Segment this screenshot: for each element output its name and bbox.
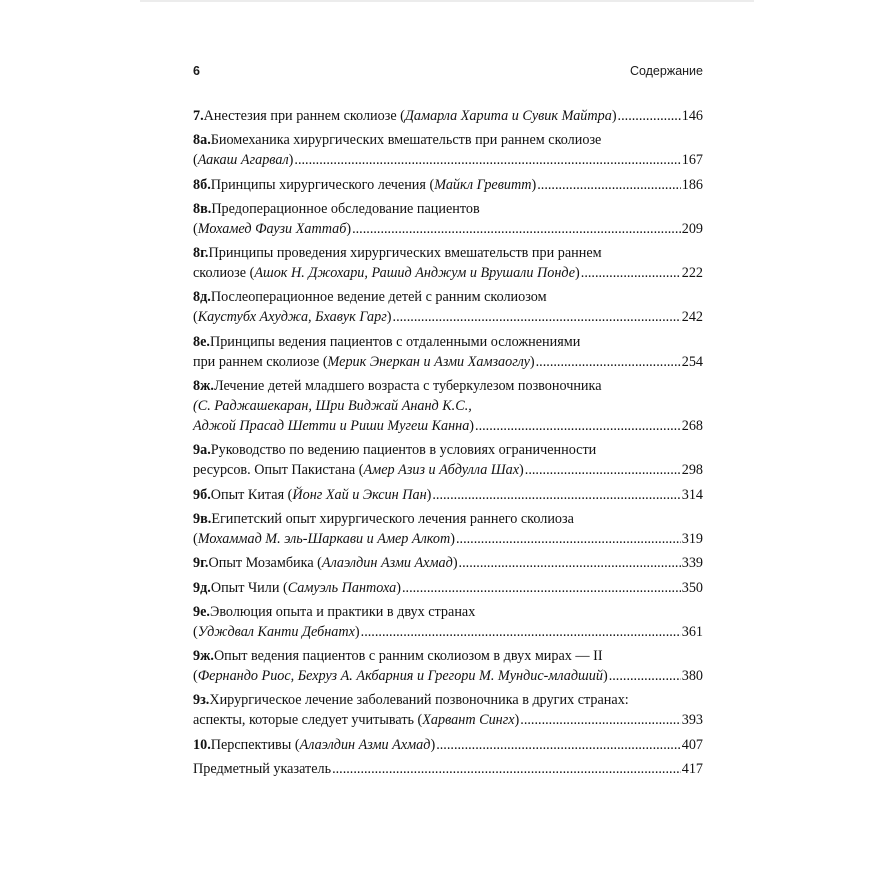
chapter-authors: Мерик Энеркан и Азми Хамзаоглу bbox=[327, 353, 530, 370]
page-ref: 339 bbox=[681, 555, 703, 572]
chapter-title: Предметный указатель bbox=[193, 761, 332, 778]
chapter-title: Предоперационное обследование пациентов bbox=[211, 200, 480, 217]
toc-entry[interactable] bbox=[193, 690, 703, 730]
chapter-number: 8г. bbox=[193, 245, 209, 262]
running-header bbox=[193, 64, 703, 84]
dot-leader bbox=[520, 710, 680, 730]
chapter-title: сколиозе ( bbox=[193, 265, 255, 282]
chapter-authors: Каустубх Ахуджа, Бхавук Гарг bbox=[197, 309, 387, 326]
closing-paren: ) bbox=[529, 353, 535, 370]
chapter-title: ресурсов. Опыт Пакистана ( bbox=[193, 462, 364, 479]
chapter-title: ( bbox=[193, 152, 198, 169]
dot-leader bbox=[536, 352, 681, 372]
toc-entry-line bbox=[193, 485, 703, 505]
chapter-title: Лечение детей младшего возраста с туберкулезом позвоночника bbox=[213, 378, 602, 395]
toc-entry-line bbox=[193, 416, 703, 436]
dot-leader bbox=[352, 219, 681, 239]
toc-entry[interactable] bbox=[193, 106, 703, 126]
chapter-title: Анестезия при раннем сколиозе ( bbox=[203, 108, 405, 124]
chapter-number: 8ж. bbox=[193, 378, 214, 395]
page-ref: 268 bbox=[681, 418, 703, 435]
toc-entry[interactable] bbox=[193, 759, 703, 779]
closing-paren: ) bbox=[450, 530, 455, 547]
toc-entry-line bbox=[193, 602, 703, 622]
page-ref: 146 bbox=[681, 108, 703, 124]
toc-entry[interactable] bbox=[193, 578, 703, 598]
closing-paren: ) bbox=[514, 712, 520, 729]
chapter-title: Руководство по ведению пациентов в условиях ограниченности bbox=[210, 442, 597, 459]
page-ref: 417 bbox=[681, 761, 703, 778]
chapter-authors: Аакаш Агарвал bbox=[197, 152, 289, 169]
toc-entry[interactable] bbox=[193, 287, 703, 327]
toc-entry-line bbox=[193, 529, 703, 549]
toc-entry[interactable] bbox=[193, 646, 703, 686]
chapter-authors: Фернандо Риос, Бехруз А. Акбарния и Грегори М. Мундис-младший bbox=[197, 668, 603, 685]
chapter-authors: Алаэлдин Азми Ахмад bbox=[299, 736, 431, 753]
chapter-authors: Алаэлдин Азми Ахмад bbox=[321, 555, 453, 572]
dot-leader bbox=[402, 578, 681, 598]
chapter-number: 9з. bbox=[193, 692, 210, 709]
dot-leader bbox=[456, 529, 681, 549]
page-ref: 186 bbox=[681, 176, 703, 193]
toc-entry-line bbox=[193, 376, 703, 396]
page-ref: 407 bbox=[681, 736, 703, 753]
toc-entry[interactable] bbox=[193, 332, 703, 372]
page-ref: 350 bbox=[681, 579, 703, 596]
chapter-title: ( bbox=[193, 530, 198, 547]
chapter-number: 10. bbox=[193, 736, 211, 753]
closing-paren: ) bbox=[469, 418, 475, 435]
top-divider bbox=[140, 0, 754, 2]
chapter-title: ( bbox=[193, 220, 198, 237]
page-ref: 167 bbox=[681, 152, 703, 169]
closing-paren: ) bbox=[452, 555, 458, 572]
chapter-title: Перспективы ( bbox=[210, 736, 300, 753]
chapter-authors: Йонг Хай и Эксин Пан bbox=[292, 486, 427, 503]
toc-entry-line bbox=[193, 646, 703, 666]
chapter-title: при раннем сколиозе ( bbox=[193, 353, 328, 370]
closing-paren: ) bbox=[354, 623, 360, 640]
toc-entry-line bbox=[193, 578, 703, 598]
chapter-authors: (С. Раджашекаран, Шри Виджай Ананд К.С., bbox=[193, 398, 472, 415]
toc-entry-line bbox=[193, 759, 703, 779]
chapter-title: ( bbox=[193, 309, 198, 326]
toc-entry-line bbox=[193, 553, 703, 573]
page-ref: 393 bbox=[681, 712, 703, 729]
page-ref: 222 bbox=[681, 265, 703, 282]
page-ref: 380 bbox=[681, 668, 703, 685]
chapter-title: Опыт Мозамбика ( bbox=[208, 555, 322, 572]
chapter-title: Опыт Чили ( bbox=[210, 579, 288, 596]
table-of-contents bbox=[193, 106, 703, 783]
chapter-number: 9е. bbox=[193, 603, 210, 620]
toc-entry-line bbox=[193, 263, 703, 283]
toc-entry-line bbox=[193, 352, 703, 372]
chapter-number: 9ж. bbox=[193, 648, 214, 665]
closing-paren: ) bbox=[430, 736, 436, 753]
closing-paren: ) bbox=[426, 486, 432, 503]
dot-leader bbox=[618, 106, 681, 126]
toc-entry-line bbox=[193, 106, 703, 126]
toc-entry-line bbox=[193, 243, 703, 263]
dot-leader bbox=[525, 460, 681, 480]
toc-entry[interactable] bbox=[193, 243, 703, 283]
toc-entry-line bbox=[193, 150, 703, 170]
chapter-authors: Удждвал Канти Дебнатх bbox=[197, 623, 355, 640]
dot-leader bbox=[361, 622, 681, 642]
toc-entry-line bbox=[193, 735, 703, 755]
toc-entry-line bbox=[193, 460, 703, 480]
chapter-title: ( bbox=[193, 668, 198, 685]
dot-leader bbox=[436, 735, 681, 755]
toc-entry[interactable] bbox=[193, 175, 703, 195]
chapter-number: 8б. bbox=[193, 176, 211, 193]
chapter-title: Послеоперационное ведение детей с ранним сколиозом bbox=[210, 289, 547, 306]
chapter-number: 8а. bbox=[193, 132, 211, 149]
closing-paren: ) bbox=[346, 220, 352, 237]
chapter-number: 8е. bbox=[193, 333, 210, 350]
toc-entry[interactable] bbox=[193, 735, 703, 755]
toc-entry[interactable] bbox=[193, 376, 703, 436]
toc-entry-line bbox=[193, 219, 703, 239]
closing-paren: ) bbox=[519, 462, 524, 479]
page-ref: 298 bbox=[681, 462, 703, 479]
chapter-authors: Мохаммад М. эль-Шаркави и Амер Алкот bbox=[197, 530, 451, 547]
closing-paren: ) bbox=[288, 152, 294, 169]
toc-entry[interactable] bbox=[193, 440, 703, 480]
chapter-number: 9а. bbox=[193, 442, 211, 459]
dot-leader bbox=[393, 307, 681, 327]
toc-entry-line bbox=[193, 710, 703, 730]
closing-paren: ) bbox=[575, 265, 580, 282]
chapter-title: аспекты, которые следует учитывать ( bbox=[193, 712, 423, 729]
page-number: 6 bbox=[193, 64, 200, 78]
chapter-authors: Харвант Сингх bbox=[422, 712, 515, 729]
chapter-title: Опыт Китая ( bbox=[210, 486, 293, 503]
toc-entry[interactable] bbox=[193, 130, 703, 170]
chapter-authors: Мохамед Фаузи Хаттаб bbox=[197, 220, 347, 237]
chapter-number: 9д. bbox=[193, 579, 211, 596]
dot-leader bbox=[432, 485, 680, 505]
chapter-title: Эволюция опыта и практики в двух странах bbox=[209, 603, 476, 620]
chapter-authors: Ашок Н. Джохари, Рашид Анджум и Врушали Понде bbox=[254, 265, 576, 282]
dot-leader bbox=[537, 175, 681, 195]
chapter-authors: Майкл Гревитт bbox=[434, 176, 532, 193]
page-ref: 209 bbox=[681, 220, 703, 237]
chapter-number: 9б. bbox=[193, 486, 211, 503]
toc-entry-line bbox=[193, 690, 703, 710]
page-ref: 242 bbox=[681, 309, 703, 326]
toc-entry-line bbox=[193, 287, 703, 307]
chapter-title: Принципы проведения хирургических вмешательств при раннем bbox=[208, 245, 602, 262]
chapter-title: ( bbox=[193, 623, 198, 640]
closing-paren: ) bbox=[386, 309, 392, 326]
toc-entry-line bbox=[193, 199, 703, 219]
chapter-number: 8д. bbox=[193, 289, 211, 306]
page-ref: 361 bbox=[681, 623, 703, 640]
chapter-title: Принципы ведения пациентов с отдаленными осложнениями bbox=[209, 333, 581, 350]
chapter-number: 7. bbox=[193, 108, 204, 124]
chapter-title: Биомеханика хирургических вмешательств при раннем сколиозе bbox=[210, 132, 602, 149]
closing-paren: ) bbox=[602, 668, 608, 685]
chapter-title: Принципы хирургического лечения ( bbox=[210, 176, 435, 193]
dot-leader bbox=[475, 416, 681, 436]
section-title: Содержание bbox=[629, 64, 703, 78]
closing-paren: ) bbox=[396, 579, 401, 596]
toc-entry-line bbox=[193, 509, 703, 529]
dot-leader bbox=[332, 759, 681, 779]
toc-entry[interactable] bbox=[193, 553, 703, 573]
toc-entry[interactable] bbox=[193, 509, 703, 549]
chapter-authors: Дамарла Харита и Сувик Майтра bbox=[404, 108, 612, 124]
toc-entry-line bbox=[193, 130, 703, 150]
dot-leader bbox=[609, 666, 681, 686]
chapter-title: Хирургическое лечение заболеваний позвоночника в других странах: bbox=[209, 692, 629, 709]
dot-leader bbox=[459, 553, 681, 573]
toc-entry-line bbox=[193, 622, 703, 642]
chapter-authors: Аджой Прасад Шетти и Риши Мугеш Канна bbox=[193, 418, 470, 435]
closing-paren: ) bbox=[611, 108, 617, 124]
page-ref: 314 bbox=[681, 486, 703, 503]
dot-leader bbox=[581, 263, 681, 283]
toc-entry-line bbox=[193, 175, 703, 195]
chapter-authors: Амер Азиз и Абдулла Шах bbox=[363, 462, 520, 479]
chapter-title: Опыт ведения пациентов с ранним сколиозом в двух мирах — II bbox=[213, 648, 603, 665]
toc-entry[interactable] bbox=[193, 199, 703, 239]
dot-leader bbox=[294, 150, 680, 170]
toc-entry-line bbox=[193, 332, 703, 352]
page-ref: 254 bbox=[681, 353, 703, 370]
toc-entry-line bbox=[193, 666, 703, 686]
chapter-title: Египетский опыт хирургического лечения раннего сколиоза bbox=[211, 510, 574, 527]
chapter-number: 9в. bbox=[193, 510, 212, 527]
chapter-number: 9г. bbox=[193, 555, 209, 572]
page-ref: 319 bbox=[681, 530, 703, 547]
toc-entry-line bbox=[193, 440, 703, 460]
toc-entry-line bbox=[193, 307, 703, 327]
toc-entry-line bbox=[193, 396, 703, 416]
closing-paren: ) bbox=[531, 176, 537, 193]
toc-entry[interactable] bbox=[193, 602, 703, 642]
chapter-authors: Самуэль Пантоха bbox=[287, 579, 397, 596]
chapter-number: 8в. bbox=[193, 200, 212, 217]
toc-entry[interactable] bbox=[193, 485, 703, 505]
